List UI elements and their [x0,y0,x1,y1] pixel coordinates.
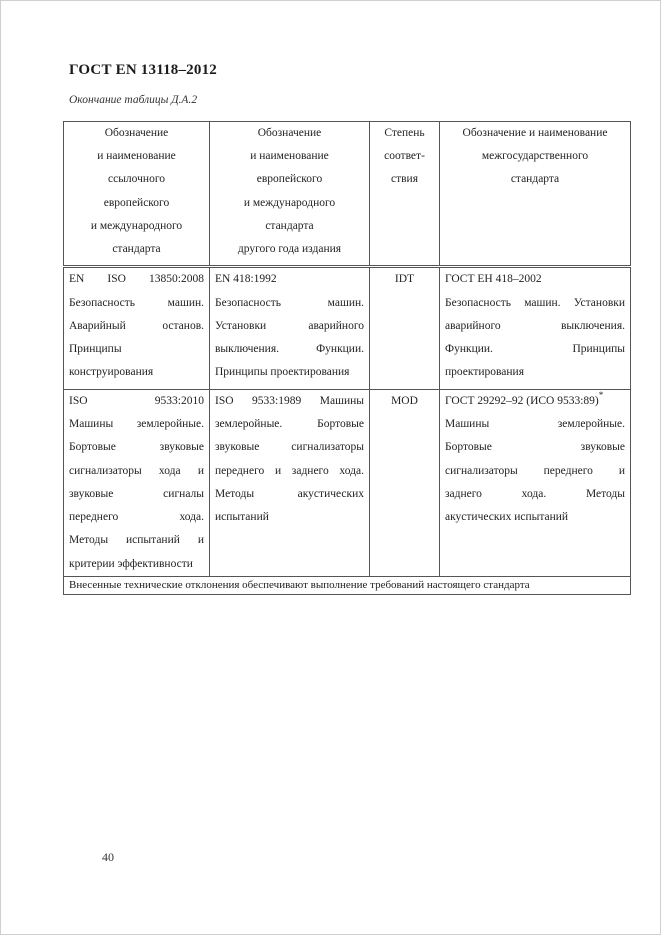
document-title: ГОСТ EN 13118–2012 [69,62,217,78]
header-line: Степень [384,127,425,139]
header-line: и наименование [250,150,329,163]
cell-line: проектирования [445,366,524,379]
cell-reference-standard [64,267,210,389]
header-other-year-standard [210,122,370,267]
cell-line: звуковые сигнализаторы [215,441,364,454]
cell-interstate-standard [440,267,631,389]
cell-line: сигнализаторы переднего и [445,464,625,477]
header-line: стандарта [112,243,161,256]
header-line: и международного [243,196,336,209]
cell-line: Бортовые звуковые [69,441,204,454]
table-note: Внесенные технические отклонения обеспечивают выполнение требований настоящего стандарта [64,577,631,595]
cell-line: заднего хода. Методы [445,487,625,500]
cell-line: Безопасность машин. Установки [445,296,625,309]
cell-line: Безопасность машин. [69,296,204,309]
cell-other-year-standard [210,389,370,576]
cell-line: Аварийный останов. [69,319,204,332]
header-line: Обозначение и наименование [462,127,608,139]
cell-line: выключения. Функции. [215,343,364,356]
cell-line: переднего и заднего хода. [215,464,364,477]
header-line: Обозначение [257,127,322,139]
cell-line: Безопасность машин. [215,296,364,309]
cell-line: ISO 9533:2010 [69,394,204,407]
cell-line: Бортовые звуковые [445,441,625,454]
cell-line: конструирования [69,366,154,379]
header-reference-standard [64,122,210,267]
header-line: ссылочного [108,173,165,186]
cell-line [445,390,625,413]
cell-interstate-standard [440,389,631,576]
cell-line: Установки аварийного [215,319,364,332]
cell-degree: MOD [370,389,440,576]
cell-line: Методы испытаний и [69,534,204,547]
header-line: межгосударственного [481,150,589,163]
cell-line: сигнализаторы хода и [69,464,204,477]
header-line: другого года издания [237,243,342,256]
cell-line: Принципы проектирования [215,366,350,379]
cell-line: EN 418:1992 [215,273,277,286]
cell-line: Функции. Принципы [445,343,625,356]
cell-line: звуковые сигналы [69,487,204,500]
table-row [64,267,631,389]
cell-line: Методы акустических [215,487,364,500]
cell-other-year-standard [210,267,370,389]
header-line: Обозначение [104,127,169,139]
table-note-row [64,577,631,595]
cell-degree: IDT [370,267,440,389]
header-line: стандарта [265,219,314,232]
cell-line: ГОСТ ЕН 418–2002 [445,273,542,286]
cell-line: Машины землеройные. [445,418,625,430]
header-interstate-standard [440,122,631,267]
header-line: соответ- [384,150,425,163]
cell-line: EN ISO 13850:2008 [69,273,204,286]
page-number: 40 [102,850,114,864]
correspondence-table [63,121,631,595]
footnote-mark: * [598,389,604,400]
cell-line: переднего хода. [69,511,204,524]
header-line: европейского [256,173,323,186]
cell-line: землеройные. Бортовые [215,418,364,430]
cell-line: аварийного выключения. [445,319,625,332]
cell-line: критерии эффективности [69,557,193,570]
header-line: и наименование [97,150,176,163]
header-line: европейского [103,196,170,209]
cell-line: испытаний [215,511,269,524]
cell-line: акустических испытаний [445,511,569,524]
header-line: ствия [390,173,418,186]
interstate-designation: ГОСТ 29292–92 (ИСО 9533:89) [445,394,599,407]
cell-line: Машины землеройные. [69,418,204,430]
table-header-row [64,122,631,267]
header-line: стандарта [510,173,560,186]
cell-line: Принципы [69,343,122,356]
header-line: и международного [90,219,183,232]
table-row [64,389,631,576]
cell-line: ISO 9533:1989 Машины [215,394,364,407]
table-caption: Окончание таблицы Д.А.2 [69,94,198,106]
cell-reference-standard [64,389,210,576]
header-degree [370,122,440,267]
